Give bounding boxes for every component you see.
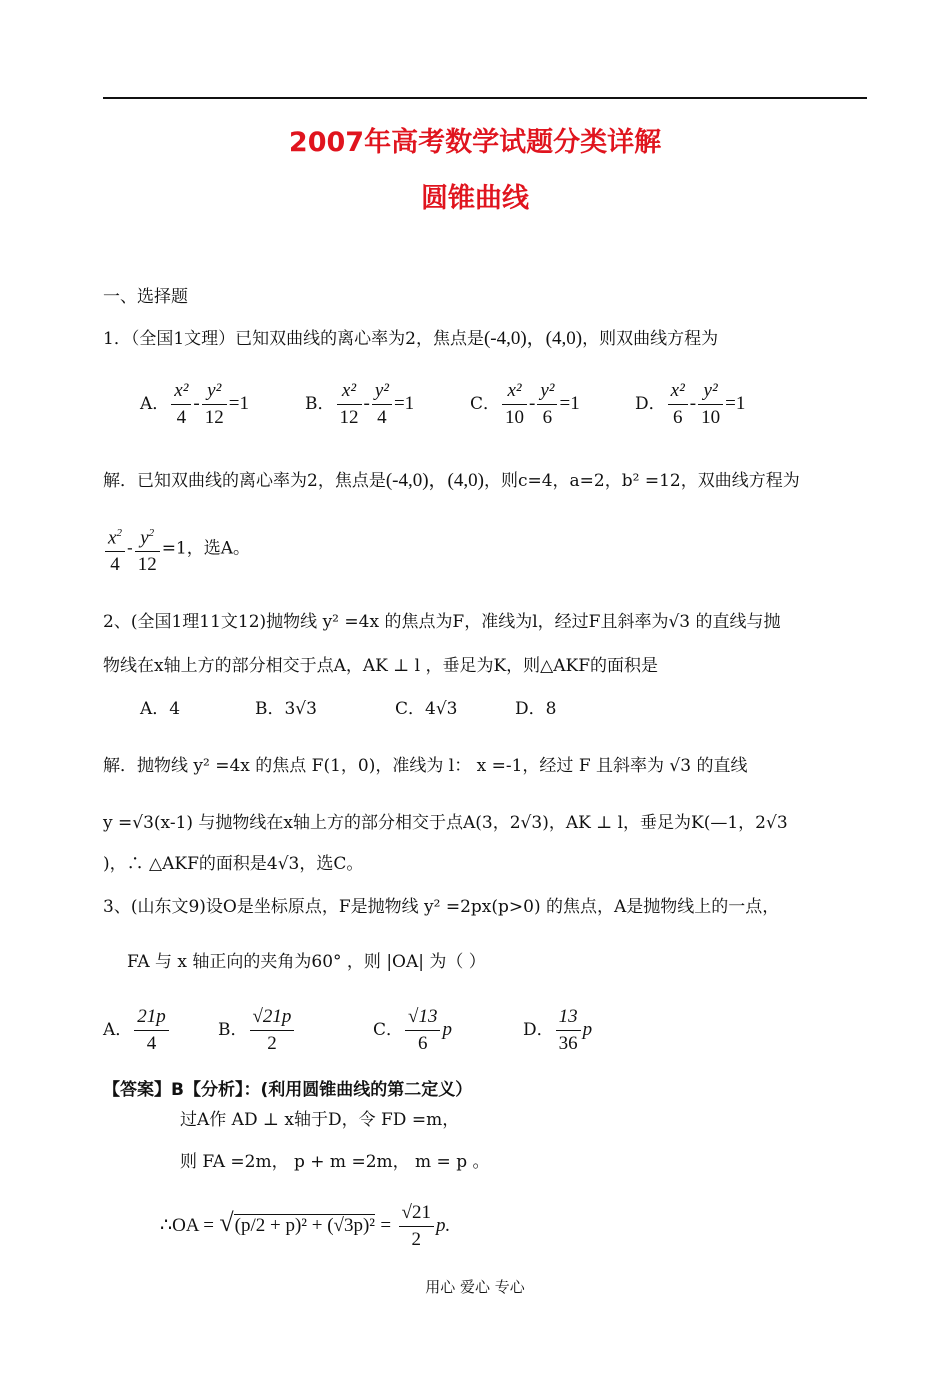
q1-sol-frac1: $\frac{x^2}{4}$	[105, 520, 125, 578]
q1-opt0-frac1-den: 4	[176, 407, 187, 428]
document-subtitle: 圆锥曲线	[421, 183, 529, 214]
q3-option-3	[523, 1004, 623, 1057]
q3-opt1-frac-num: √21p	[250, 1004, 295, 1031]
q3-option-1	[218, 1004, 373, 1057]
q3-answer: 【答案】B【分析】：(利用圆锥曲线的第二定义）	[103, 1080, 473, 1100]
q3-opt3-frac-den: 36	[558, 1033, 578, 1054]
q3-step3-end: p.	[435, 1215, 451, 1236]
q1-opt1-frac2-den: 4	[377, 407, 387, 428]
q1-opt1-frac1-num: x²	[337, 378, 362, 405]
q3-step3-num: √21	[399, 1200, 434, 1227]
q2-option-c: C．4√3	[395, 699, 458, 719]
q3-stem-b: FA 与 x 轴正向的夹角为60° ，则 |OA| 为（ ）	[127, 952, 486, 972]
q1-opt1-frac2	[372, 378, 392, 431]
q1-opt1-minus: -	[363, 393, 370, 414]
q2-options	[140, 694, 556, 719]
document-title: 2007年高考数学试题分类详解	[288, 127, 662, 158]
q1-option-label-1: B．	[305, 394, 335, 414]
q1-opt2-frac2	[537, 378, 557, 431]
q1-stem	[103, 323, 718, 350]
q1-option-label-0: A．	[140, 394, 170, 414]
q1-opt2-frac2-num: y²	[537, 378, 557, 405]
q3-option-label-3: D．	[523, 1020, 554, 1040]
q1-foci: (-4,0)，(4,0)	[483, 328, 583, 349]
q1-opt1-frac1-den: 12	[339, 407, 359, 428]
q3-option-label-0: A．	[103, 1020, 133, 1040]
q1-opt0-minus: -	[193, 393, 200, 414]
q1-opt0-frac1	[171, 378, 191, 431]
q1-opt3-frac1-den: 6	[672, 407, 683, 428]
q1-option-label-3: D．	[635, 394, 666, 414]
q2-solution-c: )，∴ △AKF的面积是4√3，选C。	[103, 854, 364, 874]
q2-solution-a: 解．抛物线 y² =4x 的焦点 F(1，0)，准线为 l： x =-1，经过 F 且斜率为 √3 的直线	[103, 756, 748, 776]
q3-opt2-p: p	[442, 1019, 452, 1040]
q1-stem-text: 1．（全国1文理）已知双曲线的离心率为2，焦点是	[103, 329, 484, 349]
q1-option-label-2: C．	[470, 394, 501, 414]
q1-opt2-eq: =1	[559, 393, 580, 414]
q1-opt0-frac2-den: 12	[204, 407, 224, 428]
q3-option-list	[103, 1006, 623, 1054]
q1-opt2-frac1	[502, 378, 527, 431]
q3-opt3-frac	[556, 1004, 581, 1057]
q1-opt2-minus: -	[529, 393, 536, 414]
q3-option-2	[373, 1004, 523, 1057]
q1-opt1-eq: =1	[393, 393, 415, 414]
q3-step3-den: 2	[411, 1229, 421, 1250]
q1-opt3-minus: -	[689, 393, 697, 414]
q1-option-1	[305, 378, 470, 431]
q3-opt0-frac-num: 21p	[134, 1004, 169, 1031]
q2-solution-b: y =√3(x-1) 与抛物线在x轴上方的部分相交于点A(3，2√3)，AK ⊥ l，垂足为K(—1，2√3	[103, 813, 788, 833]
q1-tail: ，则双曲线方程为	[582, 329, 719, 349]
section-heading: 一、选择题	[103, 287, 188, 307]
q3-stem-a: 3、(山东文9)设O是坐标原点，F是抛物线 y² =2px(p>0) 的焦点，A是抛物线上的一点，	[103, 897, 780, 917]
q2-stem-a: 2、(全国1理11文12)抛物线 y² =4x 的焦点为F，准线为l，经过F且斜率为√3 的直线与抛	[103, 612, 781, 632]
q1-opt3-frac2	[698, 378, 723, 431]
q1-opt3-frac2-den: 10	[701, 407, 721, 428]
q1-solution-b: $\frac{x^2}{4}$ - $\frac{y^2}{12}$ =1，选A。	[103, 520, 250, 578]
q1-sol-foci: (-4,0)，(4,0)	[385, 470, 484, 491]
q2-option-d: D．8	[515, 699, 557, 719]
q3-opt2-frac-den: 6	[417, 1033, 428, 1054]
q2-stem-b: 物线在x轴上方的部分相交于点A，AK ⊥ l ，垂足为K，则△AKF的面积是	[103, 656, 659, 676]
q1-option-3	[635, 378, 800, 431]
q3-step2: 则 FA =2m， p + m =2m， m = p 。	[180, 1152, 490, 1172]
q3-step3-lhs: ∴OA =	[160, 1215, 214, 1236]
q3-radical-sign: √	[219, 1208, 234, 1237]
q1-option-list	[140, 378, 800, 431]
q1-opt0-frac1-num: x²	[171, 378, 191, 405]
q1-option-2	[470, 378, 635, 431]
q3-step1: 过A作 AD ⊥ x轴于D，令 FD =m，	[180, 1110, 460, 1130]
q1-opt3-frac2-num: y²	[698, 378, 723, 405]
page-footer: 用心 爱心 专心	[425, 1278, 525, 1296]
q3-opt0-frac-den: 4	[146, 1033, 157, 1054]
q3-opt1-frac	[250, 1004, 295, 1057]
q3-opt3-p: p	[582, 1019, 593, 1040]
q1-opt0-frac2-num: y²	[202, 378, 227, 405]
q3-opt2-frac	[405, 1004, 440, 1057]
q1-opt1-frac2-num: y²	[372, 378, 392, 405]
q1-opt3-frac1-num: x²	[668, 378, 688, 405]
q2-option-b: B．3√3	[255, 699, 317, 719]
q1-sol-end: =1，选A。	[161, 538, 251, 559]
q3-radicand: (p/2 + p)² + (√3p)²	[234, 1215, 375, 1236]
q1-sol-mid: ，则c=4，a=2，b² =12，双曲线方程为	[483, 471, 800, 491]
q1-sol-frac2: $\frac{y^2}{12}$	[135, 520, 160, 578]
q3-step3	[160, 1200, 450, 1253]
q1-opt0-frac2	[202, 378, 227, 431]
top-rule	[103, 97, 867, 99]
q1-opt2-frac1-den: 10	[505, 407, 525, 428]
q1-sol-head: 解．已知双曲线的离心率为2，焦点是	[103, 471, 386, 491]
q3-opt1-frac-den: 2	[267, 1033, 277, 1054]
q1-option-0	[140, 378, 305, 431]
q3-step3-frac	[399, 1200, 434, 1253]
q3-option-label-2: C．	[373, 1020, 404, 1040]
q1-options	[140, 378, 800, 431]
q2-option-a: A．4	[140, 699, 181, 719]
q3-option-label-1: B．	[218, 1020, 248, 1040]
q3-options	[103, 1004, 623, 1057]
q1-opt2-frac2-den: 6	[542, 407, 553, 428]
q3-option-0	[103, 1004, 218, 1057]
q1-opt1-frac1	[337, 378, 362, 431]
q3-opt2-frac-num: √13	[405, 1004, 440, 1031]
q3-opt3-frac-num: 13	[556, 1004, 581, 1031]
q1-opt0-eq: =1	[228, 393, 249, 414]
q3-step3-eq: =	[380, 1215, 392, 1236]
q1-opt3-frac1	[668, 378, 688, 431]
q3-opt0-frac	[134, 1004, 169, 1057]
q1-opt3-eq: =1	[725, 393, 746, 414]
q1-opt2-frac1-num: x²	[502, 378, 527, 405]
q1-solution-a	[103, 465, 800, 492]
